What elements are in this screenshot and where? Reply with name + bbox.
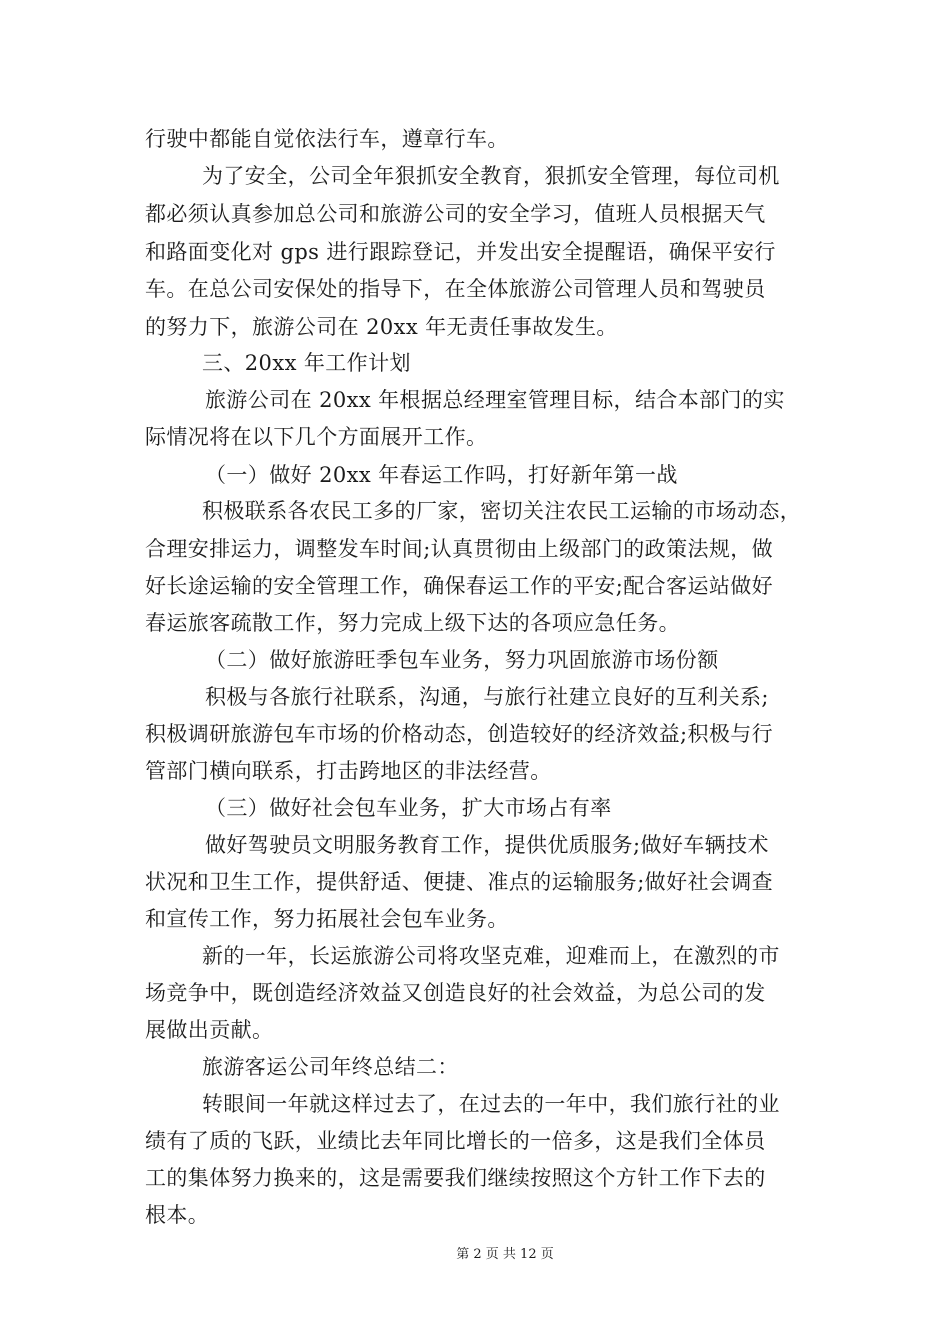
text-line: 都必须认真参加总公司和旅游公司的安全学习，值班人员根据天气 xyxy=(145,202,766,226)
subsection-heading: （一）做好 20xx 年春运工作吗，打好新年第一战 xyxy=(205,463,678,487)
text-line: 工的集体努力换来的，这是需要我们继续按照这个方针工作下去的 xyxy=(145,1166,766,1190)
text-line: 状况和卫生工作，提供舒适、便捷、准点的运输服务;做好社会调查 xyxy=(145,870,774,894)
text-line: 积极联系各农民工多的厂家，密切关注农民工运输的市场动态， xyxy=(202,499,802,523)
text-line: 行驶中都能自觉依法行车，遵章行车。 xyxy=(145,127,509,151)
text-line: 合理安排运力，调整发车时间;认真贯彻由上级部门的政策法规，做 xyxy=(145,537,774,561)
text-line: 和路面变化对 gps 进行跟踪登记，并发出安全提醒语，确保平安行 xyxy=(145,240,776,264)
section-heading: 旅游客运公司年终总结二： xyxy=(202,1055,459,1079)
text-line: 转眼间一年就这样过去了，在过去的一年中，我们旅行社的业 xyxy=(202,1092,780,1116)
subsection-heading: （三）做好社会包车业务，扩大市场占有率 xyxy=(205,796,612,820)
text-line: 积极与各旅行社联系，沟通，与旅行社建立良好的互利关系; xyxy=(205,685,769,709)
text-line: 积极调研旅游包车市场的价格动态，创造较好的经济效益;积极与行 xyxy=(145,722,774,746)
text-line: 展做出贡献。 xyxy=(145,1018,274,1042)
text-line: 做好驾驶员文明服务教育工作，提供优质服务;做好车辆技术 xyxy=(205,833,769,857)
text-line: 绩有了质的飞跃，业绩比去年同比增长的一倍多，这是我们全体员 xyxy=(145,1129,766,1153)
text-line: 的努力下，旅游公司在 20xx 年无责任事故发生。 xyxy=(145,315,618,339)
text-line: 为了安全，公司全年狠抓安全教育，狠抓安全管理，每位司机 xyxy=(202,164,780,188)
text-line: 旅游公司在 20xx 年根据总经理室管理目标，结合本部门的实 xyxy=(205,388,785,412)
text-line: 好长途运输的安全管理工作，确保春运工作的平安;配合客运站做好 xyxy=(145,574,774,598)
text-line: 新的一年，长运旅游公司将攻坚克难，迎难而上，在激烈的市 xyxy=(202,944,780,968)
page-footer: 第 2 页 共 12 页 xyxy=(456,1247,554,1262)
text-line: 场竞争中，既创造经济效益又创造良好的社会效益，为总公司的发 xyxy=(145,981,766,1005)
subsection-heading: （二）做好旅游旺季包车业务，努力巩固旅游市场份额 xyxy=(205,648,719,672)
section-heading: 三、20xx 年工作计划 xyxy=(202,351,411,375)
text-line: 际情况将在以下几个方面展开工作。 xyxy=(145,425,488,449)
text-line: 春运旅客疏散工作，努力完成上级下达的各项应急任务。 xyxy=(145,611,680,635)
text-line: 和宣传工作，努力拓展社会包车业务。 xyxy=(145,907,509,931)
text-line: 根本。 xyxy=(145,1203,210,1227)
text-line: 车。在总公司安保处的指导下，在全体旅游公司管理人员和驾驶员 xyxy=(145,277,766,301)
text-line: 管部门横向联系，打击跨地区的非法经营。 xyxy=(145,759,552,783)
